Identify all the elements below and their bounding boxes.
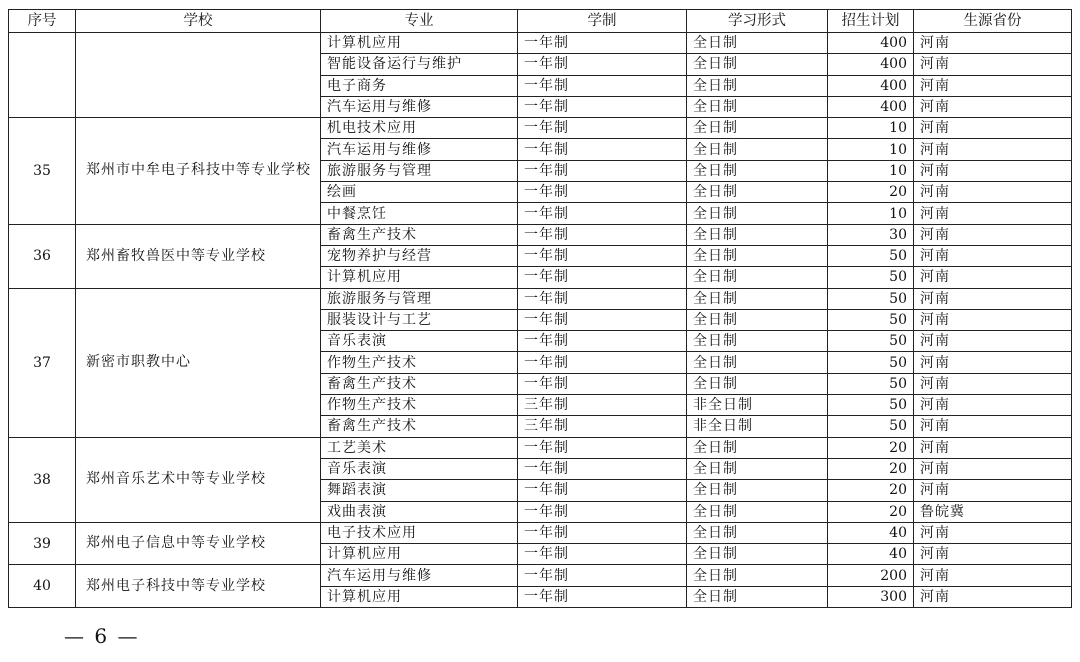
cell-major: 音乐表演 xyxy=(321,331,518,352)
cell-plan: 50 xyxy=(828,245,914,266)
cell-plan: 200 xyxy=(828,565,914,586)
cell-length: 一年制 xyxy=(518,331,687,352)
cell-major: 作物生产技术 xyxy=(321,395,518,416)
cell-major: 戏曲表演 xyxy=(321,501,518,522)
cell-length: 一年制 xyxy=(518,245,687,266)
cell-school: 郑州电子科技中等专业学校 xyxy=(76,565,321,608)
table-body xyxy=(9,33,1072,608)
cell-length: 一年制 xyxy=(518,118,687,139)
cell-no: 37 xyxy=(9,288,76,437)
cell-province: 河南 xyxy=(914,565,1072,586)
cell-length: 一年制 xyxy=(518,501,687,522)
cell-no: 40 xyxy=(9,565,76,608)
table-row xyxy=(9,288,1072,309)
cell-major: 计算机应用 xyxy=(321,544,518,565)
cell-plan: 20 xyxy=(828,182,914,203)
cell-length: 一年制 xyxy=(518,565,687,586)
cell-length: 三年制 xyxy=(518,395,687,416)
cell-province: 河南 xyxy=(914,458,1072,479)
cell-major: 绘画 xyxy=(321,182,518,203)
header-major: 专业 xyxy=(321,10,518,33)
cell-form: 全日制 xyxy=(687,309,828,330)
cell-length: 一年制 xyxy=(518,309,687,330)
cell-form: 全日制 xyxy=(687,544,828,565)
cell-major: 服装设计与工艺 xyxy=(321,309,518,330)
cell-province: 河南 xyxy=(914,245,1072,266)
cell-province: 河南 xyxy=(914,395,1072,416)
cell-major: 汽车运用与维修 xyxy=(321,96,518,117)
cell-major: 畜禽生产技术 xyxy=(321,373,518,394)
cell-province: 河南 xyxy=(914,224,1072,245)
cell-province: 河南 xyxy=(914,373,1072,394)
cell-province: 河南 xyxy=(914,118,1072,139)
cell-no: 35 xyxy=(9,118,76,224)
cell-length: 一年制 xyxy=(518,54,687,75)
cell-province: 河南 xyxy=(914,160,1072,181)
cell-province: 鲁皖冀 xyxy=(914,501,1072,522)
cell-form: 全日制 xyxy=(687,522,828,543)
cell-plan: 20 xyxy=(828,501,914,522)
cell-length: 三年制 xyxy=(518,416,687,437)
cell-major: 计算机应用 xyxy=(321,267,518,288)
table-row xyxy=(9,33,1072,54)
cell-province: 河南 xyxy=(914,96,1072,117)
cell-length: 一年制 xyxy=(518,522,687,543)
cell-major: 畜禽生产技术 xyxy=(321,416,518,437)
cell-plan: 20 xyxy=(828,480,914,501)
cell-form: 非全日制 xyxy=(687,395,828,416)
cell-province: 河南 xyxy=(914,544,1072,565)
cell-form: 全日制 xyxy=(687,586,828,607)
cell-form: 全日制 xyxy=(687,267,828,288)
cell-form: 全日制 xyxy=(687,288,828,309)
cell-province: 河南 xyxy=(914,182,1072,203)
cell-major: 汽车运用与维修 xyxy=(321,139,518,160)
cell-plan: 50 xyxy=(828,288,914,309)
cell-form: 全日制 xyxy=(687,54,828,75)
cell-length: 一年制 xyxy=(518,480,687,501)
cell-province: 河南 xyxy=(914,480,1072,501)
cell-form: 全日制 xyxy=(687,118,828,139)
table-row xyxy=(9,224,1072,245)
cell-major: 电子技术应用 xyxy=(321,522,518,543)
cell-major: 计算机应用 xyxy=(321,586,518,607)
enrollment-table xyxy=(8,9,1072,608)
cell-plan: 50 xyxy=(828,352,914,373)
cell-length: 一年制 xyxy=(518,139,687,160)
cell-length: 一年制 xyxy=(518,203,687,224)
cell-plan: 10 xyxy=(828,139,914,160)
header-length: 学制 xyxy=(518,10,687,33)
cell-form: 全日制 xyxy=(687,480,828,501)
cell-plan: 300 xyxy=(828,586,914,607)
cell-length: 一年制 xyxy=(518,33,687,54)
page-number: — 6 — xyxy=(64,624,140,648)
cell-major: 电子商务 xyxy=(321,75,518,96)
cell-length: 一年制 xyxy=(518,96,687,117)
table-header-row xyxy=(9,10,1072,33)
cell-plan: 20 xyxy=(828,458,914,479)
cell-plan: 50 xyxy=(828,267,914,288)
cell-length: 一年制 xyxy=(518,437,687,458)
cell-form: 全日制 xyxy=(687,139,828,160)
header-plan: 招生计划 xyxy=(828,10,914,33)
header-province: 生源省份 xyxy=(914,10,1072,33)
cell-form: 全日制 xyxy=(687,458,828,479)
cell-form: 全日制 xyxy=(687,203,828,224)
cell-form: 全日制 xyxy=(687,501,828,522)
cell-major: 音乐表演 xyxy=(321,458,518,479)
cell-province: 河南 xyxy=(914,352,1072,373)
cell-plan: 10 xyxy=(828,118,914,139)
table-row xyxy=(9,437,1072,458)
cell-plan: 50 xyxy=(828,395,914,416)
cell-form: 全日制 xyxy=(687,437,828,458)
cell-plan: 40 xyxy=(828,544,914,565)
cell-province: 河南 xyxy=(914,203,1072,224)
cell-length: 一年制 xyxy=(518,544,687,565)
cell-major: 旅游服务与管理 xyxy=(321,288,518,309)
cell-province: 河南 xyxy=(914,331,1072,352)
cell-province: 河南 xyxy=(914,522,1072,543)
cell-length: 一年制 xyxy=(518,182,687,203)
cell-school: 郑州市中牟电子科技中等专业学校 xyxy=(76,118,321,224)
cell-form: 全日制 xyxy=(687,224,828,245)
cell-major: 计算机应用 xyxy=(321,33,518,54)
cell-plan: 400 xyxy=(828,54,914,75)
cell-province: 河南 xyxy=(914,586,1072,607)
cell-major: 畜禽生产技术 xyxy=(321,224,518,245)
cell-length: 一年制 xyxy=(518,75,687,96)
cell-form: 全日制 xyxy=(687,245,828,266)
cell-major: 舞蹈表演 xyxy=(321,480,518,501)
cell-plan: 50 xyxy=(828,416,914,437)
cell-length: 一年制 xyxy=(518,458,687,479)
cell-form: 全日制 xyxy=(687,373,828,394)
cell-plan: 50 xyxy=(828,331,914,352)
cell-province: 河南 xyxy=(914,54,1072,75)
cell-length: 一年制 xyxy=(518,352,687,373)
cell-form: 全日制 xyxy=(687,33,828,54)
cell-form: 全日制 xyxy=(687,96,828,117)
cell-province: 河南 xyxy=(914,288,1072,309)
cell-form: 全日制 xyxy=(687,75,828,96)
cell-plan: 10 xyxy=(828,160,914,181)
header-no: 序号 xyxy=(9,10,76,33)
cell-plan: 10 xyxy=(828,203,914,224)
cell-school xyxy=(76,33,321,118)
cell-province: 河南 xyxy=(914,75,1072,96)
cell-no: 39 xyxy=(9,522,76,565)
cell-province: 河南 xyxy=(914,139,1072,160)
cell-province: 河南 xyxy=(914,33,1072,54)
cell-plan: 400 xyxy=(828,96,914,117)
cell-province: 河南 xyxy=(914,437,1072,458)
cell-major: 工艺美术 xyxy=(321,437,518,458)
cell-length: 一年制 xyxy=(518,160,687,181)
table-row xyxy=(9,118,1072,139)
cell-length: 一年制 xyxy=(518,373,687,394)
cell-form: 全日制 xyxy=(687,352,828,373)
cell-school: 新密市职教中心 xyxy=(76,288,321,437)
cell-major: 宠物养护与经营 xyxy=(321,245,518,266)
cell-major: 汽车运用与维修 xyxy=(321,565,518,586)
cell-province: 河南 xyxy=(914,267,1072,288)
table-row xyxy=(9,522,1072,543)
cell-plan: 400 xyxy=(828,33,914,54)
cell-form: 全日制 xyxy=(687,565,828,586)
cell-province: 河南 xyxy=(914,416,1072,437)
cell-plan: 20 xyxy=(828,437,914,458)
cell-school: 郑州畜牧兽医中等专业学校 xyxy=(76,224,321,288)
header-school: 学校 xyxy=(76,10,321,33)
cell-no: 36 xyxy=(9,224,76,288)
cell-length: 一年制 xyxy=(518,267,687,288)
cell-length: 一年制 xyxy=(518,586,687,607)
cell-plan: 50 xyxy=(828,373,914,394)
cell-length: 一年制 xyxy=(518,288,687,309)
cell-major: 旅游服务与管理 xyxy=(321,160,518,181)
cell-plan: 50 xyxy=(828,309,914,330)
cell-major: 中餐烹饪 xyxy=(321,203,518,224)
cell-major: 智能设备运行与维护 xyxy=(321,54,518,75)
cell-form: 非全日制 xyxy=(687,416,828,437)
cell-no: 38 xyxy=(9,437,76,522)
cell-school: 郑州音乐艺术中等专业学校 xyxy=(76,437,321,522)
cell-plan: 30 xyxy=(828,224,914,245)
cell-plan: 400 xyxy=(828,75,914,96)
cell-province: 河南 xyxy=(914,309,1072,330)
table-row xyxy=(9,565,1072,586)
cell-length: 一年制 xyxy=(518,224,687,245)
cell-form: 全日制 xyxy=(687,331,828,352)
cell-no xyxy=(9,33,76,118)
header-form: 学习形式 xyxy=(687,10,828,33)
cell-plan: 40 xyxy=(828,522,914,543)
cell-major: 作物生产技术 xyxy=(321,352,518,373)
cell-school: 郑州电子信息中等专业学校 xyxy=(76,522,321,565)
cell-form: 全日制 xyxy=(687,182,828,203)
cell-form: 全日制 xyxy=(687,160,828,181)
cell-major: 机电技术应用 xyxy=(321,118,518,139)
